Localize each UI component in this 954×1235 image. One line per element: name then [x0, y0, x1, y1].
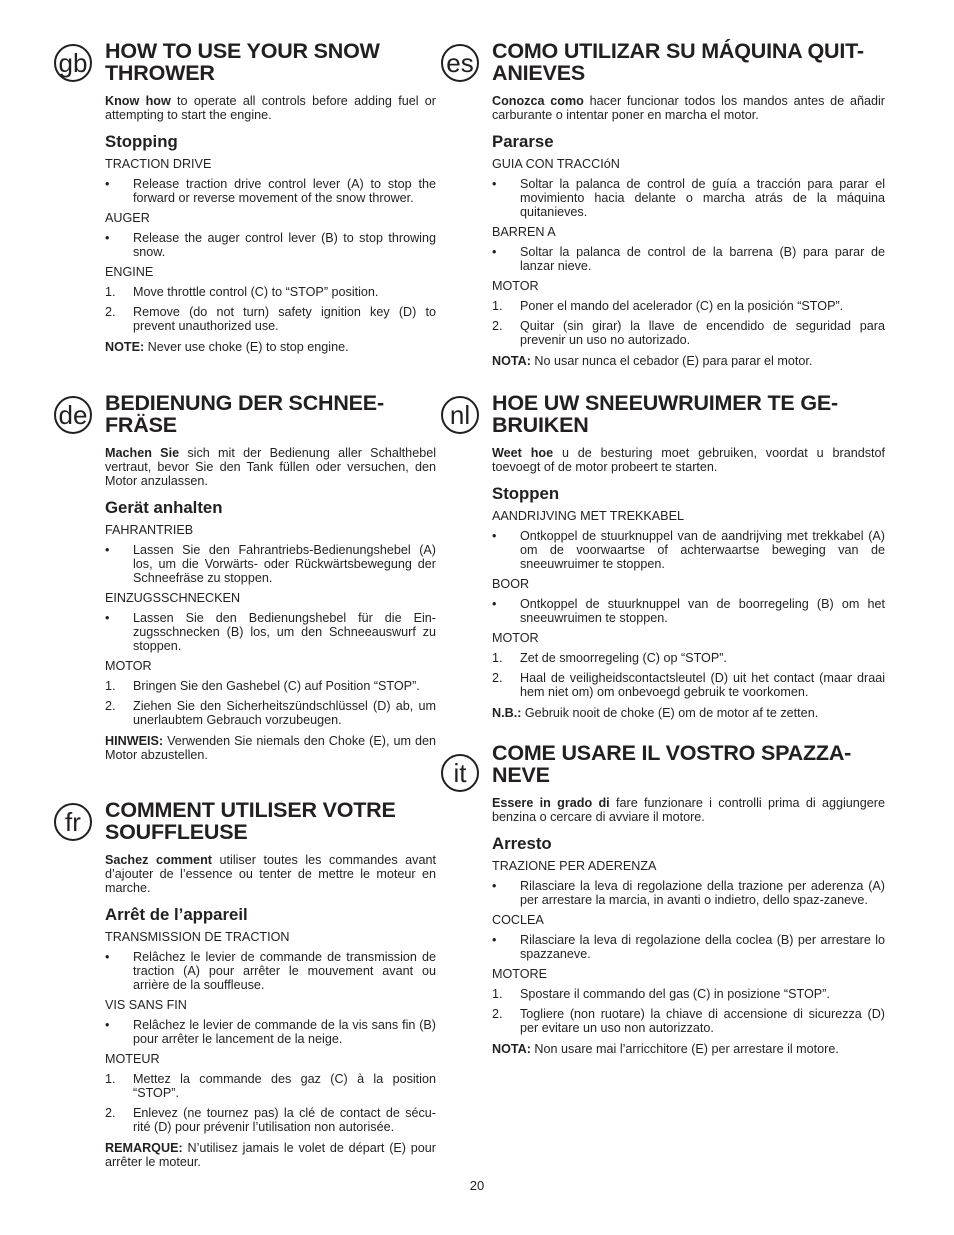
item-text: Rilasciare la leva di regolazione della trazione per aderenza (A) per arrestare la marcia, in avanti o indietro, dello spaz-zaneve. [520, 879, 885, 907]
bullet: • [492, 597, 497, 611]
intro-paragraph [105, 446, 436, 488]
subtitle: Arresto [492, 834, 552, 853]
engine-item-2 [492, 1007, 885, 1035]
note-label: REMARQUE: [105, 1141, 183, 1155]
engine-item-1 [492, 987, 885, 1001]
intro-paragraph [105, 94, 436, 122]
auger-item [105, 1018, 436, 1046]
note-label: NOTA: [492, 1042, 531, 1056]
item-text: Haal de veiligheidscontactsleutel (D) uit het contact (maar draai hem niet om) om onbevoegd gebruik te voorkomen. [520, 671, 885, 699]
item-number: 1. [492, 299, 503, 313]
item-number: 1. [492, 651, 503, 665]
item-number: 2. [492, 671, 503, 685]
note-text: N’utilisez jamais le volet de départ (E) pour arrêter le moteur. [105, 1141, 436, 1169]
auger-item [105, 611, 436, 653]
intro-text: utiliser toutes les commandes avant d’ajouter de l’essence ou tenter de mettre le moteur en marche. [105, 853, 436, 895]
section-body [492, 742, 885, 1056]
bullet: • [105, 231, 110, 245]
subtitle: Gerät anhalten [105, 498, 223, 517]
item-text: Ontkoppel de stuurknuppel van de aandrijving met trekkabel (A) om de voorwaartse of achterwaartse beweging van de sneeuwruimer te stoppen. [520, 529, 885, 571]
engine-item-2 [105, 699, 436, 727]
auger-label: BOOR [492, 577, 530, 591]
note-text: No usar nunca el cebador (E) para parar el motor. [530, 354, 813, 368]
item-number: 1. [105, 679, 116, 693]
item-text: Quitar (sin girar) la llave de encendido de seguridad para prevenir un uso no autorizado. [520, 319, 885, 347]
intro-text: hacer funcionar todos los mandos antes de añadir carburante o intentar poner en marcha el motor. [492, 94, 885, 122]
engine-label: ENGINE [105, 265, 154, 279]
note-label: NOTE: [105, 340, 145, 354]
item-text: Poner el mando del acelerador (C) en la posición “STOP”. [520, 299, 844, 313]
item-number: 2. [105, 305, 116, 319]
item-text: Release traction drive control lever (A) to stop the forward or reverse movement of the snow thrower. [133, 177, 436, 205]
item-text: Lassen Sie den Bedienungshebel für die Ein-zugsschnecken (B) los, um den Schneeauswurf zu stoppen. [133, 611, 436, 653]
subtitle: Pararse [492, 132, 554, 151]
section-body [105, 799, 436, 1169]
engine-label: MOTOR [492, 631, 539, 645]
note [105, 734, 436, 762]
item-text: Remove (do not turn) safety ignition key (D) to prevent unauthorized use. [133, 305, 436, 333]
engine-item-2 [105, 305, 436, 333]
bullet: • [492, 529, 497, 543]
engine-label: MOTORE [492, 967, 548, 981]
intro-paragraph [492, 446, 885, 474]
drive-item [492, 879, 885, 907]
auger-label: EINZUGSSCHNECKEN [105, 591, 241, 605]
auger-label: VIS SANS FIN [105, 998, 187, 1012]
engine-item-2 [492, 671, 885, 699]
item-text: Relâchez le levier de commande de transmission de traction (A) pour arrêter le mouvement avant ou arrière de la souffleuse. [133, 950, 436, 992]
engine-item-1 [105, 285, 436, 299]
drive-item [105, 177, 436, 205]
section-title: COME USARE IL VOSTRO SPAZZA-NEVE [492, 741, 852, 787]
auger-item [492, 933, 885, 961]
drive-item [105, 543, 436, 585]
section-title: BEDIENUNG DER SCHNEE-FRÄSE [105, 391, 384, 437]
intro-text: sich mit der Bedienung aller Schalthebel vertraut, bevor Sie den Tank füllen oder versuchen, den Motor anzulassen. [105, 446, 436, 488]
intro-paragraph [492, 94, 885, 122]
section-title: COMMENT UTILISER VOTRE SOUFFLEUSE [105, 798, 396, 844]
language-badge-es: es [441, 44, 479, 82]
note-text: Verwenden Sie niemals den Choke (E), um den Motor abzustellen. [105, 734, 436, 762]
engine-label: MOTOR [105, 659, 152, 673]
item-text: Ontkoppel de stuurknuppel van de boorregeling (B) om het sneeuwruimen te stoppen. [520, 597, 885, 625]
item-number: 2. [492, 319, 503, 333]
item-text: Bringen Sie den Gashebel (C) auf Position “STOP”. [133, 679, 420, 693]
engine-item-1 [492, 299, 885, 313]
note-text: Never use choke (E) to stop engine. [144, 340, 349, 354]
item-text: Lassen Sie den Fahrantriebs-Bedienungshebel (A) los, um die Vorwärts- oder Rückwärtsbewegung der Schneefräse zu stoppen. [133, 543, 436, 585]
item-text: Zet de smoorregeling (C) op “STOP”. [520, 651, 727, 665]
section-title: HOE UW SNEEUWRUIMER TE GE-BRUIKEN [492, 391, 838, 437]
auger-label: AUGER [105, 211, 150, 225]
intro-bold: Sachez comment [105, 853, 212, 867]
auger-item [492, 597, 885, 625]
auger-item [492, 245, 885, 273]
drive-label: TRACTION DRIVE [105, 157, 212, 171]
intro-text: u de besturing moet gebruiken, voordat u brandstof toevoegt of de motor probeert te starten. [492, 446, 886, 474]
intro-paragraph [492, 796, 885, 824]
bullet: • [492, 245, 497, 259]
bullet: • [105, 543, 110, 557]
engine-item-1 [492, 651, 885, 665]
drive-label: GUIA CON TRACCIóN [492, 157, 620, 171]
drive-label: TRANSMISSION DE TRACTION [105, 930, 290, 944]
intro-bold: Machen Sie [105, 446, 180, 460]
note-text: Non usare mai l’arricchitore (E) per arrestare il motore. [530, 1042, 839, 1056]
item-text: Soltar la palanca de control de la barrena (B) para parar de lanzar nieve. [520, 245, 885, 273]
note [492, 706, 885, 720]
language-badge-fr: fr [54, 803, 92, 841]
drive-label: FAHRANTRIEB [105, 523, 194, 537]
item-text: Release the auger control lever (B) to stop throwing snow. [133, 231, 436, 259]
section-body [492, 40, 885, 368]
language-badge-it: it [441, 754, 479, 792]
engine-item-2 [492, 319, 885, 347]
item-number: 1. [105, 1072, 116, 1086]
engine-item-1 [105, 679, 436, 693]
bullet: • [492, 879, 497, 893]
item-text: Enlevez (ne tournez pas) la clé de contact de sécu-rité (D) pour prévenir l’utilisation non autorisée. [133, 1106, 436, 1134]
engine-label: MOTEUR [105, 1052, 160, 1066]
item-text: Move throttle control (C) to “STOP” position. [133, 285, 379, 299]
bullet: • [492, 177, 497, 191]
intro-bold: Weet hoe [492, 446, 554, 460]
drive-label: TRAZIONE PER ADERENZA [492, 859, 657, 873]
auger-label: BARREN A [492, 225, 556, 239]
subtitle: Stopping [105, 132, 178, 151]
note-label: NOTA: [492, 354, 531, 368]
bullet: • [105, 177, 110, 191]
item-number: 2. [105, 699, 116, 713]
intro-paragraph [105, 853, 436, 895]
item-text: Rilasciare la leva di regolazione della coclea (B) per arrestare lo spazzaneve. [520, 933, 885, 961]
item-text: Relâchez le levier de commande de la vis sans fin (B) pour arrêter le lancement de la neige. [133, 1018, 436, 1046]
note-text: Gebruik nooit de choke (E) om de motor af te zetten. [521, 706, 819, 720]
auger-item [105, 231, 436, 259]
section-body [492, 392, 885, 720]
intro-bold: Essere in grado di [492, 796, 610, 810]
engine-label: MOTOR [492, 279, 539, 293]
section-title: HOW TO USE YOUR SNOW THROWER [105, 39, 380, 85]
intro-bold: Know how [105, 94, 171, 108]
intro-bold: Conozca como [492, 94, 584, 108]
note [105, 340, 436, 354]
section-title: COMO UTILIZAR SU MÁQUINA QUIT-ANIEVES [492, 39, 864, 85]
bullet: • [492, 933, 497, 947]
note [492, 1042, 885, 1056]
drive-item [492, 529, 885, 571]
page-number: 20 [469, 1178, 485, 1193]
note-label: HINWEIS: [105, 734, 164, 748]
drive-item [492, 177, 885, 219]
language-badge-gb: gb [54, 44, 92, 82]
language-badge-de: de [54, 396, 92, 434]
section-body [105, 40, 436, 354]
section-body [105, 392, 436, 762]
bullet: • [105, 611, 110, 625]
item-text: Togliere (non ruotare) la chiave di accensione di sicurezza (D) per evitare un uso non autorizzato. [520, 1007, 885, 1035]
engine-item-2 [105, 1106, 436, 1134]
drive-item [105, 950, 436, 992]
bullet: • [105, 1018, 110, 1032]
intro-text: to operate all controls before adding fuel or attempting to start the engine. [105, 94, 436, 122]
bullet: • [105, 950, 110, 964]
auger-label: COCLEA [492, 913, 544, 927]
language-badge-nl: nl [441, 396, 479, 434]
item-text: Soltar la palanca de control de guía a tracción para parar el movimiento hacia delante o marcha atrás de la máquina quitanieves. [520, 177, 885, 219]
item-text: Mettez la commande des gaz (C) à la position “STOP”. [133, 1072, 436, 1100]
subtitle: Arrêt de l’appareil [105, 905, 248, 924]
engine-item-1 [105, 1072, 436, 1100]
note [492, 354, 885, 368]
item-number: 2. [492, 1007, 503, 1021]
intro-text: fare funzionare i controlli prima di aggiungere benzina o cercare di avviare il motore. [492, 796, 885, 824]
subtitle: Stoppen [492, 484, 560, 503]
item-text: Ziehen Sie den Sicherheitszündschlüssel (D) ab, um unerlaubtem Gebrauch vorzubeugen. [133, 699, 436, 727]
item-number: 1. [492, 987, 503, 1001]
item-number: 1. [105, 285, 116, 299]
note-label: N.B.: [492, 706, 522, 720]
item-text: Spostare il commando del gas (C) in posizione “STOP”. [520, 987, 830, 1001]
note [105, 1141, 436, 1169]
item-number: 2. [105, 1106, 116, 1120]
drive-label: AANDRIJVING MET TREKKABEL [492, 509, 684, 523]
